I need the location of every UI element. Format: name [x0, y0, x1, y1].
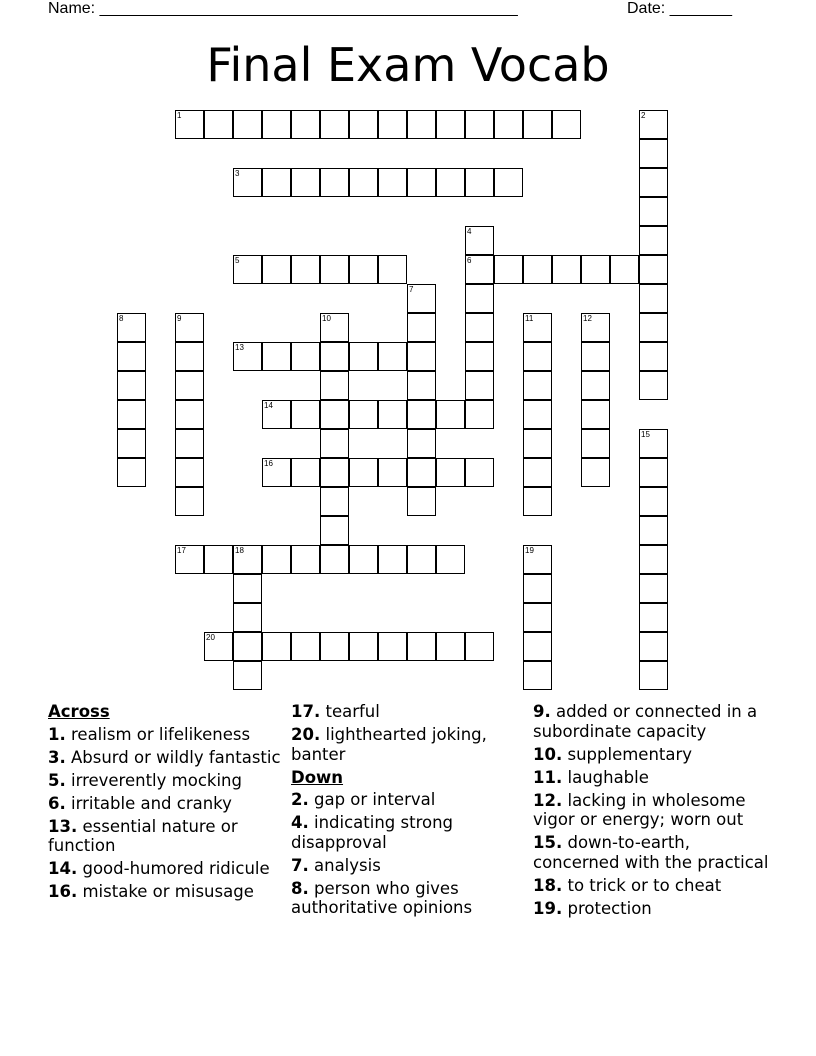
grid-cell[interactable]	[436, 110, 465, 139]
across-clue: 1. realism or lifelikeness	[48, 724, 251, 744]
grid-cell[interactable]	[117, 342, 146, 371]
grid-cell[interactable]	[581, 342, 610, 371]
date-field-label: Date: _______	[627, 0, 732, 17]
grid-cell[interactable]	[204, 632, 233, 661]
grid-cell[interactable]	[465, 255, 494, 284]
grid-cell[interactable]	[581, 458, 610, 487]
grid-cell[interactable]	[610, 255, 639, 284]
across-heading: Across	[48, 702, 110, 721]
grid-cell[interactable]	[465, 371, 494, 400]
grid-cell[interactable]	[233, 574, 262, 603]
grid-cell[interactable]	[233, 342, 262, 371]
grid-cell[interactable]	[291, 400, 320, 429]
grid-cell[interactable]	[407, 110, 436, 139]
grid-cell[interactable]	[378, 545, 407, 574]
grid-cell[interactable]	[552, 255, 581, 284]
down-clue: 7. analysis	[291, 855, 381, 875]
down-clue: 15. down-to-earth, concerned with the practical	[533, 833, 769, 872]
grid-cell[interactable]	[639, 545, 668, 574]
grid-cell[interactable]	[262, 168, 291, 197]
down-clue: 9. added or connected in a subordinate capacity	[533, 702, 758, 741]
grid-cell[interactable]	[378, 168, 407, 197]
grid-cell[interactable]	[639, 574, 668, 603]
grid-cell[interactable]	[320, 400, 349, 429]
across-clue: 17. tearful	[291, 702, 380, 721]
grid-cell[interactable]	[378, 110, 407, 139]
clue-number: 15	[641, 430, 650, 439]
grid-cell[interactable]	[320, 458, 349, 487]
grid-cell[interactable]	[262, 255, 291, 284]
grid-cell[interactable]	[117, 458, 146, 487]
grid-cell[interactable]	[117, 313, 146, 342]
grid-cell[interactable]	[291, 342, 320, 371]
grid-cell[interactable]	[494, 255, 523, 284]
grid-cell[interactable]	[407, 487, 436, 516]
down-heading: Down	[291, 767, 344, 787]
grid-cell[interactable]	[407, 168, 436, 197]
grid-cell[interactable]	[117, 400, 146, 429]
grid-cell[interactable]	[320, 545, 349, 574]
grid-cell[interactable]	[349, 632, 378, 661]
grid-cell[interactable]	[465, 632, 494, 661]
grid-cell[interactable]	[349, 110, 378, 139]
grid-cell[interactable]	[378, 458, 407, 487]
grid-cell[interactable]	[465, 226, 494, 255]
grid-cell[interactable]	[465, 458, 494, 487]
clue-number: 5	[235, 256, 240, 265]
across-clue: 14. good-humored ridicule	[48, 859, 270, 878]
grid-cell[interactable]	[349, 400, 378, 429]
grid-cell[interactable]	[175, 458, 204, 487]
clue-number: 13	[235, 343, 244, 352]
grid-cell[interactable]	[639, 603, 668, 632]
grid-cell[interactable]	[581, 371, 610, 400]
grid-cell[interactable]	[233, 255, 262, 284]
grid-cell[interactable]	[320, 255, 349, 284]
clue-number: 7	[409, 285, 414, 294]
down-clue: 2. gap or interval	[291, 790, 436, 809]
grid-cell[interactable]	[407, 284, 436, 313]
grid-cell[interactable]	[639, 284, 668, 313]
grid-cell[interactable]	[175, 429, 204, 458]
grid-cell[interactable]	[175, 545, 204, 574]
grid-cell[interactable]	[233, 110, 262, 139]
clues-column-3	[533, 702, 773, 922]
grid-cell[interactable]	[407, 458, 436, 487]
grid-cell[interactable]	[175, 400, 204, 429]
grid-cell[interactable]	[204, 545, 233, 574]
grid-cell[interactable]	[639, 255, 668, 284]
grid-cell[interactable]	[639, 487, 668, 516]
clue-number: 9	[177, 314, 182, 323]
page-title: Final Exam Vocab	[206, 38, 610, 92]
grid-cell[interactable]	[175, 342, 204, 371]
grid-cell[interactable]	[320, 487, 349, 516]
grid-cell[interactable]	[436, 400, 465, 429]
grid-cell[interactable]	[436, 458, 465, 487]
grid-cell[interactable]	[262, 632, 291, 661]
grid-cell[interactable]	[523, 632, 552, 661]
grid-cell[interactable]	[291, 458, 320, 487]
grid-cell[interactable]	[291, 110, 320, 139]
grid-cell[interactable]	[436, 545, 465, 574]
grid-cell[interactable]	[436, 168, 465, 197]
grid-cell[interactable]	[407, 429, 436, 458]
grid-cell[interactable]	[204, 110, 233, 139]
clue-number: 17	[177, 546, 186, 555]
across-clue: 6. irritable and cranky	[48, 793, 232, 813]
grid-cell[interactable]	[523, 342, 552, 371]
grid-cell[interactable]	[320, 429, 349, 458]
grid-cell[interactable]	[494, 110, 523, 139]
grid-cell[interactable]	[378, 255, 407, 284]
grid-cell[interactable]	[320, 110, 349, 139]
grid-cell[interactable]	[175, 487, 204, 516]
grid-cell[interactable]	[465, 168, 494, 197]
clue-number: 14	[264, 401, 273, 410]
clue-number: 8	[119, 314, 124, 323]
grid-cell[interactable]	[233, 632, 262, 661]
grid-cell[interactable]	[175, 110, 204, 139]
grid-cell[interactable]	[639, 139, 668, 168]
grid-cell[interactable]	[581, 313, 610, 342]
grid-cell[interactable]	[639, 458, 668, 487]
across-clue: 20. lighthearted joking, banter	[291, 725, 487, 764]
grid-cell[interactable]	[407, 371, 436, 400]
clue-number: 12	[583, 314, 592, 323]
grid-cell[interactable]	[552, 110, 581, 139]
grid-cell[interactable]	[523, 487, 552, 516]
grid-cell[interactable]	[581, 429, 610, 458]
grid-cell[interactable]	[407, 632, 436, 661]
grid-cell[interactable]	[349, 255, 378, 284]
down-clue: 18. to trick or to cheat	[533, 875, 722, 895]
grid-cell[interactable]	[349, 168, 378, 197]
grid-cell[interactable]	[581, 400, 610, 429]
grid-cell[interactable]	[523, 429, 552, 458]
grid-cell[interactable]	[523, 603, 552, 632]
grid-cell[interactable]	[523, 371, 552, 400]
clue-number: 19	[525, 546, 534, 555]
down-clue: 12. lacking in wholesome vigor or energy; worn out	[533, 790, 746, 829]
grid-cell[interactable]	[378, 632, 407, 661]
grid-cell[interactable]	[320, 168, 349, 197]
clue-number: 3	[235, 169, 240, 178]
grid-cell[interactable]	[320, 342, 349, 371]
clue-number: 10	[322, 314, 331, 323]
grid-cell[interactable]	[523, 255, 552, 284]
clue-number: 4	[467, 227, 472, 236]
grid-cell[interactable]	[639, 371, 668, 400]
across-clue: 3. Absurd or wildly fantastic	[48, 747, 281, 767]
down-clue: 4. indicating strong disapproval	[291, 813, 454, 852]
clue-number: 16	[264, 459, 273, 468]
grid-cell[interactable]	[175, 371, 204, 400]
clue-number: 2	[641, 111, 646, 120]
grid-cell[interactable]	[436, 632, 465, 661]
grid-cell[interactable]	[320, 516, 349, 545]
grid-cell[interactable]	[233, 661, 262, 690]
down-clue: 19. protection	[533, 898, 652, 918]
grid-cell[interactable]	[465, 110, 494, 139]
grid-cell[interactable]	[465, 313, 494, 342]
grid-cell[interactable]	[639, 313, 668, 342]
grid-cell[interactable]	[407, 400, 436, 429]
grid-cell[interactable]	[291, 168, 320, 197]
grid-cell[interactable]	[581, 255, 610, 284]
grid-cell[interactable]	[465, 342, 494, 371]
grid-cell[interactable]	[465, 400, 494, 429]
grid-cell[interactable]	[523, 545, 552, 574]
across-clue: 13. essential nature or function	[48, 816, 238, 855]
grid-cell[interactable]	[117, 371, 146, 400]
down-clue: 10. supplementary	[533, 744, 693, 764]
clue-number: 20	[206, 633, 215, 642]
grid-cell[interactable]	[639, 429, 668, 458]
grid-cell[interactable]	[262, 545, 291, 574]
down-clue: 11. laughable	[533, 767, 649, 787]
grid-cell[interactable]	[639, 110, 668, 139]
clue-number: 11	[525, 314, 534, 323]
grid-cell[interactable]	[407, 545, 436, 574]
grid-cell[interactable]	[465, 284, 494, 313]
clue-number: 6	[467, 256, 472, 265]
clue-number: 1	[177, 111, 182, 120]
name-field-label: Name: _______________________________________________	[48, 0, 518, 17]
clues-column-1	[48, 702, 284, 905]
grid-cell[interactable]	[233, 545, 262, 574]
grid-cell[interactable]	[407, 313, 436, 342]
grid-cell[interactable]	[349, 342, 378, 371]
across-clue: 5. irreverently mocking	[48, 770, 242, 790]
grid-cell[interactable]	[262, 342, 291, 371]
grid-cell[interactable]	[349, 545, 378, 574]
across-clue: 16. mistake or misusage	[48, 882, 254, 901]
grid-cell[interactable]	[262, 458, 291, 487]
grid-cell[interactable]	[494, 168, 523, 197]
grid-cell[interactable]	[233, 168, 262, 197]
grid-cell[interactable]	[320, 313, 349, 342]
grid-cell[interactable]	[233, 603, 262, 632]
down-clue: 8. person who gives authoritative opinions	[291, 878, 473, 917]
grid-cell[interactable]	[523, 661, 552, 690]
grid-cell[interactable]	[262, 400, 291, 429]
grid-cell[interactable]	[291, 545, 320, 574]
grid-cell[interactable]	[320, 632, 349, 661]
grid-cell[interactable]	[262, 110, 291, 139]
grid-cell[interactable]	[523, 313, 552, 342]
grid-cell[interactable]	[291, 255, 320, 284]
clue-number: 18	[235, 546, 244, 555]
grid-cell[interactable]	[523, 110, 552, 139]
grid-cell[interactable]	[407, 342, 436, 371]
grid-cell[interactable]	[320, 371, 349, 400]
grid-cell[interactable]	[639, 226, 668, 255]
grid-cell[interactable]	[639, 516, 668, 545]
clues-column-2	[291, 702, 527, 921]
grid-cell[interactable]	[349, 458, 378, 487]
grid-cell[interactable]	[639, 197, 668, 226]
grid-cell[interactable]	[523, 458, 552, 487]
grid-cell[interactable]	[378, 342, 407, 371]
grid-cell[interactable]	[291, 632, 320, 661]
grid-cell[interactable]	[117, 429, 146, 458]
grid-cell[interactable]	[639, 168, 668, 197]
grid-cell[interactable]	[523, 400, 552, 429]
grid-cell[interactable]	[639, 632, 668, 661]
grid-cell[interactable]	[523, 574, 552, 603]
grid-cell[interactable]	[639, 661, 668, 690]
grid-cell[interactable]	[175, 313, 204, 342]
grid-cell[interactable]	[378, 400, 407, 429]
grid-cell[interactable]	[639, 342, 668, 371]
